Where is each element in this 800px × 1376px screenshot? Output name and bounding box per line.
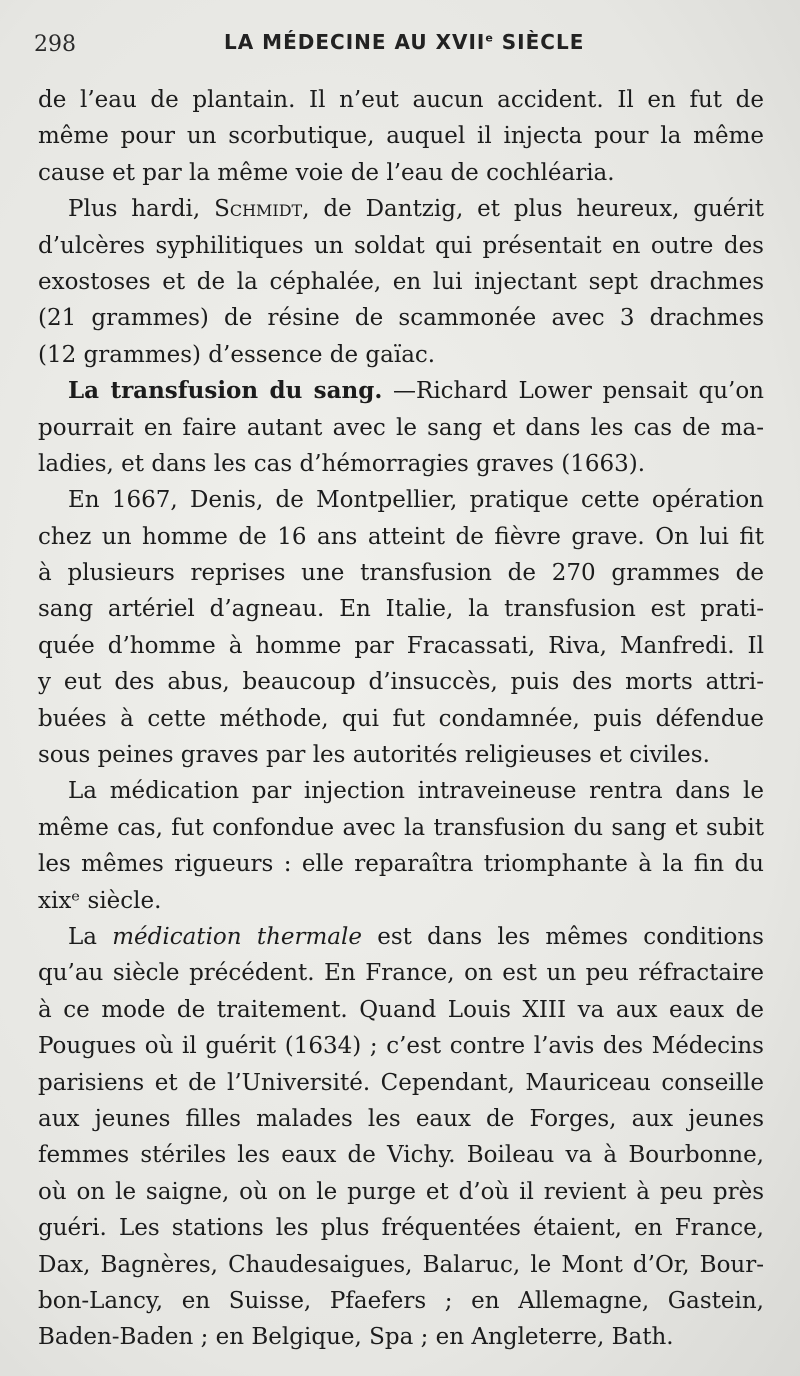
text-line: [38, 1319, 764, 1355]
line-text: où on le saigne, où on le purge et d’où il revient à peu près: [38, 1178, 764, 1205]
line-text: Pougues où il guérit (1634) ; c’est contre l’avis des Médecins: [38, 1033, 764, 1060]
text-line: [38, 300, 764, 336]
line-text: ladies, et dans les cas d’hémorragies graves (1663).: [38, 450, 646, 477]
text-line: [38, 446, 764, 482]
body-text: [38, 82, 764, 1356]
line-text: même cas, fut confondue avec la transfusion du sang et subit: [38, 814, 764, 841]
text-line: [38, 628, 764, 664]
author-name: Schmidt: [214, 196, 303, 223]
text-line: [38, 519, 764, 555]
text-line: [38, 1247, 764, 1283]
text-line: [38, 1065, 764, 1101]
line-text-continued: , de Dantzig, et plus heureux, guérit: [302, 196, 764, 223]
section-heading: La transfusion du sang.: [68, 377, 383, 405]
line-text-continued: est dans les mêmes conditions: [361, 923, 764, 950]
text-line: [38, 992, 764, 1028]
line-text: aux jeunes filles malades les eaux de Forges, aux jeunes: [38, 1105, 764, 1132]
line-text: à plusieurs reprises une transfusion de 270 grammes de: [38, 560, 764, 587]
text-line: [38, 1210, 764, 1246]
line-text: xixᵉ siècle.: [38, 887, 162, 914]
line-text: qu’au siècle précédent. En France, on est un peu réfractaire: [38, 960, 764, 987]
text-line: [38, 1137, 764, 1173]
page-number: 298: [34, 32, 76, 57]
line-text: d’ulcères syphilitiques un soldat qui présentait en outre des: [38, 232, 764, 259]
line-text: cause et par la même voie de l’eau de cochléaria.: [38, 159, 615, 186]
line-text: pourrait en faire autant avec le sang et dans les cas de ma-: [38, 414, 764, 441]
running-head: [224, 30, 584, 54]
text-line: [38, 82, 764, 118]
text-line: [38, 773, 764, 809]
line-text: y eut des abus, beaucoup d’insuccès, puis des morts attri-: [38, 669, 764, 696]
page-header: [34, 30, 764, 64]
text-line: [38, 155, 764, 191]
text-line: [38, 955, 764, 991]
line-text: bon-Lancy, en Suisse, Pfaefers ; en Allemagne, Gastein,: [38, 1287, 764, 1314]
text-line: [38, 1283, 764, 1319]
text-line: [38, 337, 764, 373]
text-line: [38, 482, 764, 518]
line-text: La médication par injection intraveineuse rentra dans le: [68, 778, 764, 805]
line-text: Baden-Baden ; en Belgique, Spa ; en Angleterre, Bath.: [38, 1324, 674, 1351]
text-line: [38, 701, 764, 737]
text-line: [38, 1028, 764, 1064]
line-text: buées à cette méthode, qui fut condamnée, puis défendue: [38, 705, 764, 732]
line-text: (12 grammes) d’essence de gaïac.: [38, 341, 436, 368]
line-text: quée d’homme à homme par Fracassati, Riva, Manfredi. Il: [38, 632, 764, 659]
line-text: (21 grammes) de résine de scammonée avec 3 drachmes: [38, 305, 764, 332]
text-line: [38, 1174, 764, 1210]
line-text: même pour un scorbutique, auquel il injecta pour la même: [38, 123, 764, 150]
line-text: femmes stériles les eaux de Vichy. Boileau va à Bourbonne,: [38, 1142, 764, 1169]
text-line: [38, 373, 764, 409]
text-line: [38, 555, 764, 591]
line-text-continued: —Richard Lower pensait qu’on: [382, 378, 764, 405]
running-head-tail: SIÈCLE: [493, 30, 585, 54]
line-text: guéri. Les stations les plus fréquentées étaient, en France,: [38, 1215, 764, 1242]
line-text: Plus hardi,: [68, 196, 215, 223]
text-line: [38, 810, 764, 846]
running-head-superscript: e: [485, 31, 494, 45]
line-text: de l’eau de plantain. Il n’eut aucun accident. Il en fut de: [38, 87, 764, 113]
line-text: chez un homme de 16 ans atteint de fièvre grave. On lui fit: [38, 523, 764, 550]
running-head-main: LA MÉDECINE AU XVII: [224, 30, 486, 54]
text-line: [38, 883, 764, 919]
text-line: [38, 591, 764, 627]
line-text: La: [68, 923, 113, 950]
text-line: [38, 228, 764, 264]
line-text: exostoses et de la céphalée, en lui injectant sept drachmes: [38, 268, 764, 295]
text-line: [38, 264, 764, 300]
text-line: [38, 737, 764, 773]
text-line: [38, 846, 764, 882]
line-text: les mêmes rigueurs : elle reparaîtra triomphante à la fin du: [38, 851, 764, 878]
text-line: [38, 1101, 764, 1137]
line-text: sang artériel d’agneau. En Italie, la transfusion est prati-: [38, 596, 764, 623]
text-line: [38, 410, 764, 446]
line-text: parisiens et de l’Université. Cependant, Mauriceau conseille: [38, 1069, 764, 1096]
line-text: à ce mode de traitement. Quand Louis XIII va aux eaux de: [38, 996, 764, 1023]
line-text: Dax, Bagnères, Chaudesaigues, Balaruc, le Mont d’Or, Bour-: [38, 1251, 764, 1278]
line-text: En 1667, Denis, de Montpellier, pratique cette opération: [68, 487, 764, 514]
italic-term: médication thermale: [112, 923, 362, 950]
text-line: [38, 191, 764, 227]
text-line: [38, 919, 764, 955]
line-text: sous peines graves par les autorités religieuses et civiles.: [38, 742, 710, 769]
text-line: [38, 118, 764, 154]
text-line: [38, 664, 764, 700]
